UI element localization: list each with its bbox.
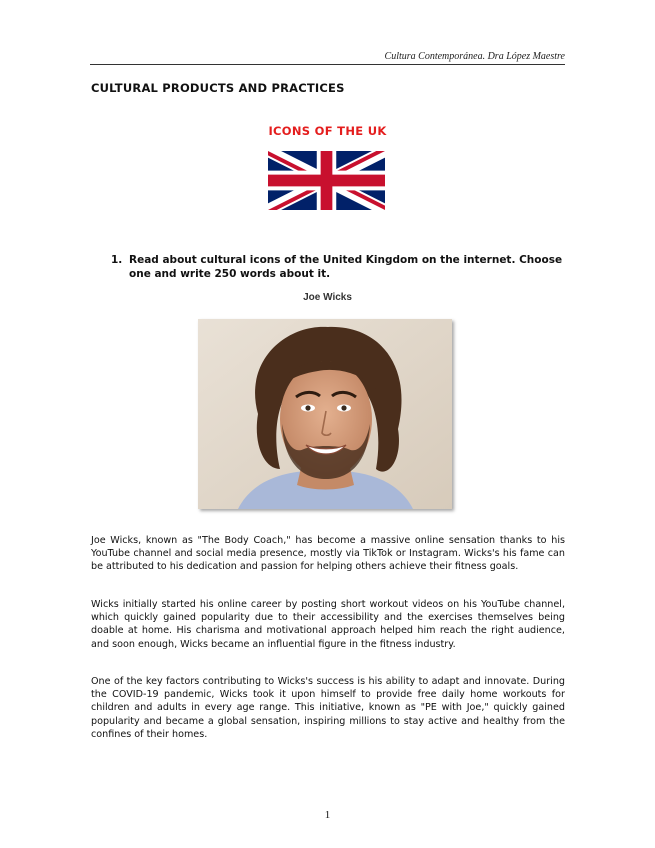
photo-caption: Joe Wicks: [303, 292, 352, 303]
question-text: Read about cultural icons of the United Kingdom on the internet. Choose one and write 250 words about it.: [129, 254, 563, 280]
question-item: [111, 253, 571, 281]
header-divider: [90, 64, 565, 65]
union-jack-flag-icon: [268, 151, 385, 210]
body-paragraph-3: One of the key factors contributing to Wicks's success is his ability to adapt and innovate. During the COVID-19 pandemic, Wicks took it upon himself to provide free daily home workouts for children and adults in every age range. This initiative, known as "PE with Joe," quickly gained popularity and became a global sensation, inspiring millions to stay active and healthy from the confines of their homes.: [91, 676, 565, 740]
page-number: 1: [324, 809, 331, 821]
body-paragraph-1: Joe Wicks, known as "The Body Coach," has become a massive online sensation thanks to his YouTube channel and social media presence, mostly via TikTok or Instagram. Wicks's his fame can be attributed to his dedication and passion for helping others achieve their fitness goals.: [91, 535, 565, 573]
running-header: Cultura Contemporánea. Dra López Maestre: [384, 51, 565, 62]
question-number: 1.: [111, 254, 123, 266]
portrait-photo: [198, 319, 452, 509]
document-title: ICONS OF THE UK: [268, 124, 387, 138]
body-paragraph-2: Wicks initially started his online career by posting short workout videos on his YouTube channel, which quickly gained popularity due to their accessibility and the exercises themselves being doable at home. His charisma and motivational approach helped him reach the right audience, and soon enough, Wicks became an influential figure in the fitness industry.: [91, 599, 565, 650]
section-title: CULTURAL PRODUCTS AND PRACTICES: [91, 81, 345, 95]
